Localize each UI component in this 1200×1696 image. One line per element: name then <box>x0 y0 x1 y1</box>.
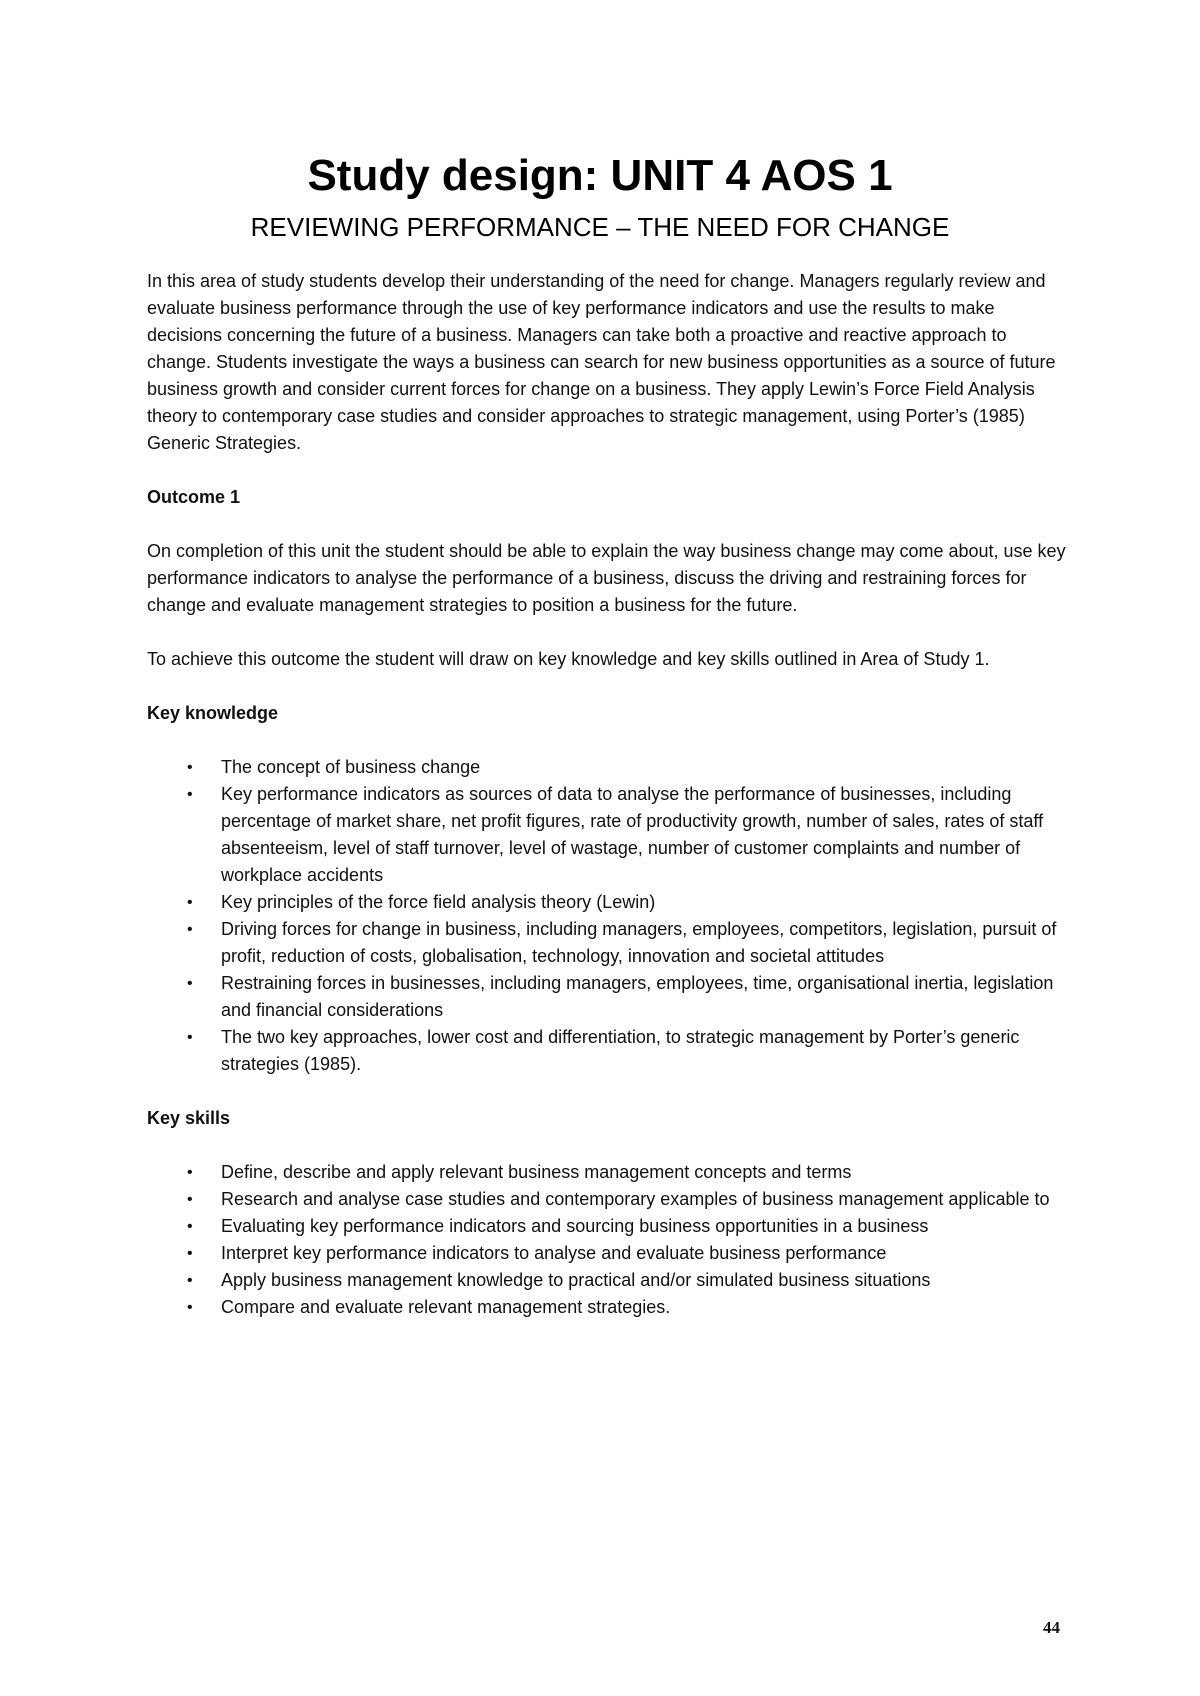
list-item-text: Interpret key performance indicators to analyse and evaluate business performance <box>221 1243 887 1263</box>
list-item-text: Evaluating key performance indicators and sourcing business opportunities in a business <box>221 1216 929 1236</box>
bullet-icon: • <box>187 786 193 803</box>
bullet-icon: • <box>187 1191 193 1208</box>
page-number: 44 <box>1043 1618 1060 1637</box>
list-item-text: Define, describe and apply relevant business management concepts and terms <box>221 1162 852 1182</box>
intro-paragraph: In this area of study students develop their understanding of the need for change. Managers regularly review and evaluate business performance through the use of key performance indicators and use the results to make decisions concerning the future of a business. Managers can take both a proactive and reactive approach to change. Students investigate the ways a business can search for new business opportunities as a source of future business growth and consider current forces for change on a business. They apply Lewin’s Force Field Analysis theory to contemporary case studies and consider approaches to strategic management, using Porter’s (1985) Generic Strategies. <box>147 271 1056 453</box>
bullet-icon: • <box>187 1299 193 1316</box>
list-item-text: Driving forces for change in business, including managers, employees, competitors, legislation, pursuit of profit, reduction of costs, globalisation, technology, innovation and societal attitudes <box>221 919 1057 966</box>
bullet-icon: • <box>187 975 193 992</box>
bullet-icon: • <box>187 1029 193 1046</box>
bullet-icon: • <box>187 894 193 911</box>
list-item <box>147 1186 1067 1213</box>
key-knowledge-list <box>147 754 1067 1078</box>
bullet-icon: • <box>187 1272 193 1289</box>
list-item-text: Compare and evaluate relevant management strategies. <box>221 1297 671 1317</box>
bullet-icon: • <box>187 1218 193 1235</box>
list-item-text: The concept of business change <box>221 757 481 777</box>
key-knowledge-heading: Key knowledge <box>147 703 279 723</box>
list-item-text: Key performance indicators as sources of data to analyse the performance of businesses, including percentage of market share, net profit figures, rate of productivity growth, number of sales, rates of staff absenteeism, level of staff turnover, level of wastage, number of customer complaints and number of workplace accidents <box>221 784 1044 885</box>
list-item <box>147 781 1067 889</box>
list-item <box>147 889 1067 916</box>
list-item <box>147 1240 1067 1267</box>
list-item <box>147 1213 1067 1240</box>
list-item-text: Restraining forces in businesses, including managers, employees, time, organisational inertia, legislation and financial considerations <box>221 973 1054 1020</box>
key-skills-heading: Key skills <box>147 1108 231 1128</box>
list-item-text: Key principles of the force field analysis theory (Lewin) <box>221 892 656 912</box>
list-item-text: Research and analyse case studies and contemporary examples of business management applicable to <box>221 1189 1050 1209</box>
bullet-icon: • <box>187 759 193 776</box>
list-item <box>147 1294 1067 1321</box>
bullet-icon: • <box>187 1245 193 1262</box>
page-title: Study design: UNIT 4 AOS 1 <box>307 151 893 200</box>
list-item-text: Apply business management knowledge to practical and/or simulated business situations <box>221 1270 931 1290</box>
list-item <box>147 1267 1067 1294</box>
list-item <box>147 1024 1067 1078</box>
bullet-icon: • <box>187 1164 193 1181</box>
achieve-paragraph: To achieve this outcome the student will draw on key knowledge and key skills outlined in Area of Study 1. <box>147 649 990 669</box>
document-body <box>147 268 1067 1348</box>
outcome-paragraph: On completion of this unit the student should be able to explain the way business change may come about, use key performance indicators to analyse the performance of a business, discuss the driving and restraining forces for change and evaluate management strategies to position a business for the future. <box>147 541 1066 615</box>
list-item <box>147 1159 1067 1186</box>
bullet-icon: • <box>187 921 193 938</box>
list-item <box>147 970 1067 1024</box>
list-item-text: The two key approaches, lower cost and differentiation, to strategic management by Porter’s generic strategies (1985). <box>221 1027 1020 1074</box>
list-item <box>147 754 1067 781</box>
list-item <box>147 916 1067 970</box>
key-skills-list <box>147 1159 1067 1321</box>
page-subtitle: REVIEWING PERFORMANCE – THE NEED FOR CHANGE <box>250 212 950 242</box>
outcome-heading: Outcome 1 <box>147 487 241 507</box>
